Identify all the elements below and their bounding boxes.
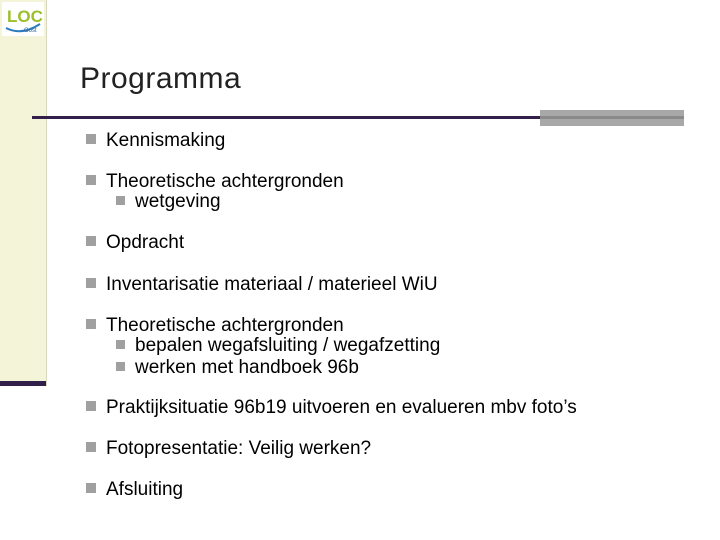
page-title: Programma (80, 62, 242, 95)
bullet-square-icon (86, 401, 96, 411)
left-divider (46, 0, 47, 386)
logo-text: LOC (7, 7, 43, 26)
list-item-label: Kennismaking (106, 130, 226, 151)
list-item (86, 171, 344, 193)
sub-list-item (116, 357, 359, 379)
left-accent-bar (0, 381, 46, 386)
logo-subtext: Oost (24, 28, 37, 34)
sub-list-item (116, 335, 440, 357)
title-rule-grey-line (540, 116, 684, 119)
bullet-square-icon (86, 442, 96, 452)
list-item-label: Theoretische achtergronden (106, 171, 344, 192)
list-item (86, 479, 183, 501)
bullet-square-icon (116, 340, 125, 349)
title-rule (32, 116, 540, 119)
list-item-label: Afsluiting (106, 479, 184, 500)
bullet-square-icon (86, 278, 96, 288)
list-item-label: Opdracht (106, 232, 185, 253)
list-item (86, 274, 438, 296)
bullet-square-icon (86, 319, 96, 329)
loc-logo-icon (2, 2, 44, 36)
bullet-square-icon (86, 175, 96, 185)
list-item (86, 315, 344, 337)
bullet-square-icon (116, 362, 125, 371)
left-panel (0, 0, 46, 381)
list-item-label: Inventarisatie materiaal / materieel WiU (106, 274, 438, 295)
list-item-label: Theoretische achtergronden (106, 315, 344, 336)
sub-list-item-label: werken met handboek 96b (135, 357, 359, 378)
sub-list-item (116, 191, 221, 213)
list-item (86, 130, 225, 152)
sub-list-item-label: wetgeving (135, 191, 221, 212)
list-item (86, 438, 371, 460)
list-item (86, 397, 577, 419)
list-item-label: Fotopresentatie: Veilig werken? (106, 438, 372, 459)
list-item-label: Praktijksituatie 96b19 uitvoeren en evalueren mbv foto’s (106, 397, 577, 418)
bullet-square-icon (86, 236, 96, 246)
list-item (86, 232, 184, 254)
bullet-square-icon (116, 196, 125, 205)
bullet-square-icon (86, 134, 96, 144)
bullet-square-icon (86, 483, 96, 493)
sub-list-item-label: bepalen wegafsluiting / wegafzetting (135, 335, 441, 356)
